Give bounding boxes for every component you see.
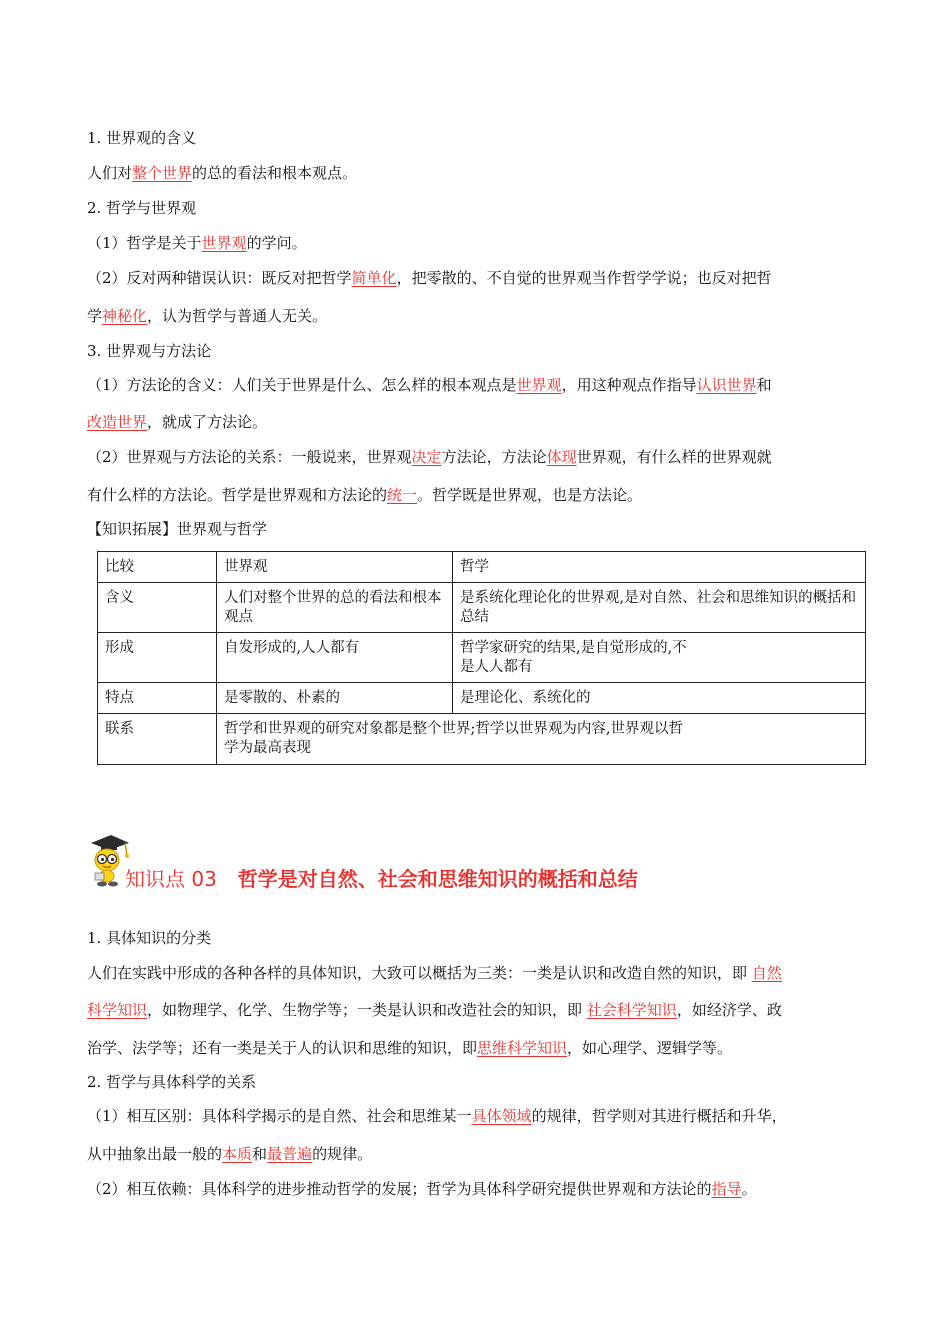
answer-blank: 社会科学知识 [586, 1001, 677, 1019]
paragraph-line: （1）方法论的含义：人们关于世界是什么、怎么样的根本观点是世界观，用这种观点作指导认识世界和 [87, 376, 772, 394]
answer-blank: 神秘化 [102, 307, 148, 325]
item-title-worldview-methodology: 3. 世界观与方法论 [87, 342, 212, 360]
table-cell: 形成 [98, 633, 217, 683]
item-title-philosophy-worldview: 2. 哲学与世界观 [87, 199, 197, 217]
table-cell: 人们对整个世界的总的看法和根本观点 [217, 583, 453, 633]
item-title-worldview-meaning: 1. 世界观的含义 [87, 129, 197, 147]
table-header-cell: 世界观 [217, 552, 453, 583]
paragraph-line: 改造世界，就成了方法论。 [87, 413, 268, 431]
answer-blank: 统一 [387, 486, 418, 504]
paragraph-line: 人们在实践中形成的各种各样的具体知识，大致可以概括为三类：一类是认识和改造自然的知识，即 自然 [87, 964, 782, 982]
paragraph-line: （2）相互依赖：具体科学的进步推动哲学的发展；哲学为具体科学研究提供世界观和方法论的指导。 [87, 1180, 757, 1198]
table-cell: 含义 [98, 583, 217, 633]
item-title-knowledge-classification: 1. 具体知识的分类 [87, 929, 212, 947]
answer-blank: 科学知识 [87, 1001, 148, 1019]
answer-blank: 最普遍 [267, 1145, 313, 1163]
item-title-philosophy-science: 2. 哲学与具体科学的关系 [87, 1073, 257, 1091]
paragraph-line: （1）相互区别：具体科学揭示的是自然、社会和思维某一具体领域的规律，哲学则对其进行概括和升华， [87, 1107, 787, 1125]
table-cell: 哲学和世界观的研究对象都是整个世界;哲学以世界观为内容,世界观以哲学为最高表现 [217, 714, 866, 765]
table-cell: 特点 [98, 683, 217, 714]
paragraph-line: 科学知识，如物理学、化学、生物学等；一类是认识和改造社会的知识，即 社会科学知识，如经济学、政 [87, 1001, 782, 1019]
table-cell: 是零散的、朴素的 [217, 683, 453, 714]
table-row [98, 683, 866, 714]
paragraph-line: 学神秘化，认为哲学与普通人无关。 [87, 307, 328, 325]
comparison-table [97, 551, 866, 765]
answer-blank: 思维科学知识 [477, 1039, 568, 1057]
table-cell: 是理论化、系统化的 [453, 683, 866, 714]
answer-blank: 本质 [222, 1145, 253, 1163]
answer-blank: 具体领域 [471, 1107, 532, 1125]
answer-blank: 简单化 [351, 269, 397, 287]
table-header-cell: 比较 [98, 552, 217, 583]
answer-blank: 整个世界 [132, 164, 193, 182]
worldview-definition: 人们对整个世界的总的看法和根本观点。 [87, 164, 358, 182]
answer-blank: 改造世界 [87, 413, 148, 431]
table-row [98, 714, 866, 765]
table-row [98, 583, 866, 633]
table-cell: 哲学家研究的结果,是自觉形成的,不是人人都有 [453, 633, 866, 683]
answer-blank: 世界观 [201, 234, 247, 252]
answer-blank: 指导 [711, 1180, 742, 1198]
table-row [98, 633, 866, 683]
paragraph-line: 从中抽象出最一般的本质和最普遍的规律。 [87, 1145, 373, 1163]
table-header-cell: 哲学 [453, 552, 866, 583]
answer-blank: 世界观 [516, 376, 562, 394]
table-cell: 自发形成的,人人都有 [217, 633, 453, 683]
table-cell: 是系统化理论化的世界观,是对自然、社会和思维知识的概括和总结 [453, 583, 866, 633]
paragraph-line: （2）反对两种错误认识：既反对把哲学简单化，把零散的、不自觉的世界观当作哲学学说；也反对把哲 [87, 269, 772, 287]
paragraph-line: （2）世界观与方法论的关系：一般说来，世界观决定方法论，方法论体现世界观，有什么样的世界观就 [87, 448, 772, 466]
answer-blank: 决定 [411, 448, 442, 466]
knowledge-extension-title: 【知识拓展】世界观与哲学 [87, 520, 268, 538]
answer-blank: 体现 [546, 448, 577, 466]
scholar-mascot-icon [87, 833, 129, 887]
paragraph-line: 治学、法学等；还有一类是关于人的认识和思维的知识，即思维科学知识，如心理学、逻辑学等。 [87, 1039, 733, 1057]
answer-blank: 自然 [751, 964, 782, 982]
answer-blank: 认识世界 [696, 376, 757, 394]
paragraph-line: 有什么样的方法论。哲学是世界观和方法论的统一。哲学既是世界观，也是方法论。 [87, 486, 643, 504]
table-cell: 联系 [98, 714, 217, 765]
paragraph-line: （1）哲学是关于世界观的学问。 [87, 234, 307, 252]
table-header-row [98, 552, 866, 583]
knowledge-point-title: 知识点 03 哲学是对自然、社会和思维知识的概括和总结 [125, 867, 638, 891]
